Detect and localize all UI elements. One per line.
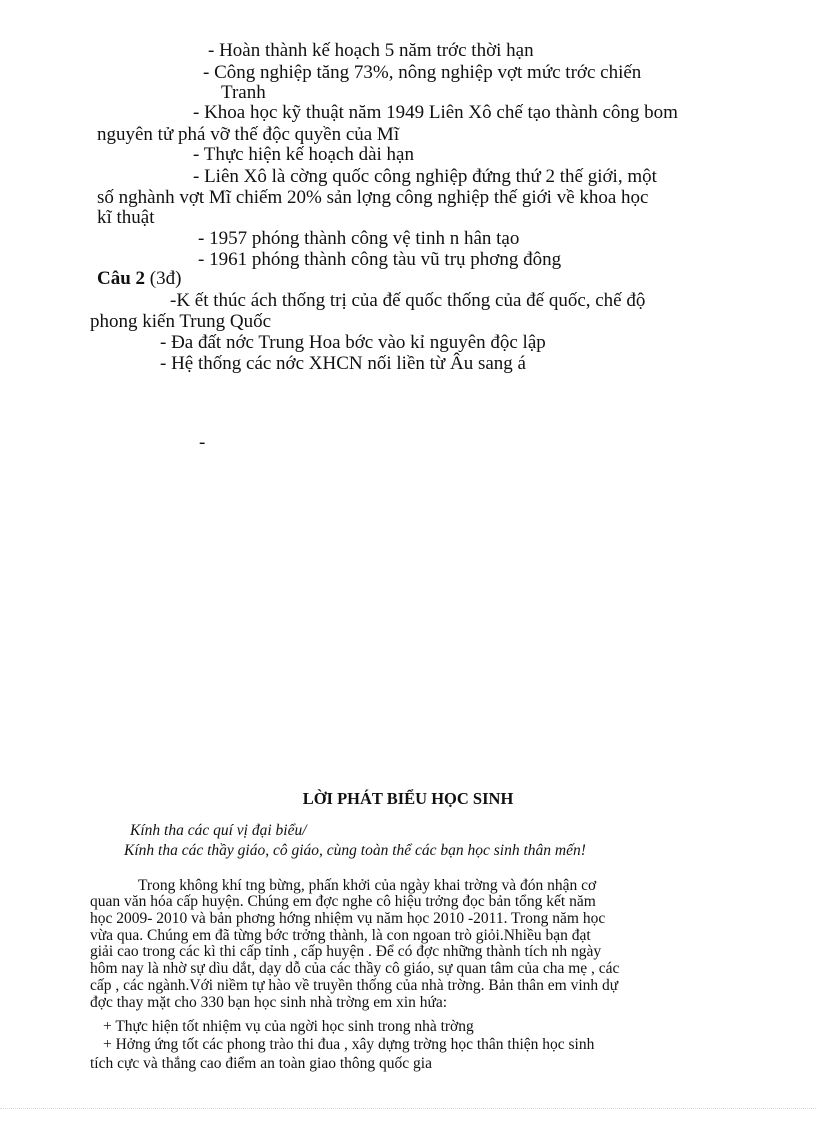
promise-line-1: + Thực hiện tốt nhiệm vụ của ngời học sinh trong nhà trờng [103,1018,474,1035]
answer-line-1: -K ết thúc ách thống trị của đế quốc thống của đế quốc, chế độ [170,290,646,311]
page-bottom-rule [0,1108,816,1109]
body-line-3: học 2009- 2010 và bản phơng hớng nhiệm vụ năm học 2010 -2011. Trong năm học [90,910,606,927]
speech-title: LỜI PHÁT BIỂU HỌC SINH [302,789,514,808]
body-line-5: giải cao trong các kì thi cấp tỉnh , cấp huyện . Để có đợc những thành tích nh ngày [90,943,602,960]
answer-line-3: - Đa đất nớc Trung Hoa bớc vào kỉ nguyên độc lập [160,332,546,353]
text-line-2: - Công nghiệp tăng 73%, nông nghiệp vợt mức trớc chiến [203,62,642,83]
promise-line-3: tích cực và thắng cao điểm an toàn giao thông quốc gia [90,1055,432,1072]
question-heading [97,269,181,289]
answer-line-4: - Hệ thống các nớc XHCN nối liền từ Âu sang á [160,353,526,374]
text-line-3: Tranh [221,82,266,103]
text-line-10: - 1957 phóng thành công vệ tinh n hân tạo [198,228,520,249]
text-line-6: - Thực hiện kế hoạch dài hạn [193,144,414,165]
trailing-dash: - [199,432,206,453]
body-line-7: cấp , các ngành.Với niềm tự hào về truyền thống của nhà trờng. Bản thân em vinh dự [90,977,619,994]
body-line-1: Trong không khí tng bừng, phấn khởi của ngày khai trờng và đón nhận cơ [138,877,597,894]
greeting-line-1: Kính tha các quí vị đại biểu/ [130,822,307,839]
question-points: (3đ) [149,268,182,289]
answer-line-2: phong kiến Trung Quốc [90,311,272,332]
text-line-8: số nghành vợt Mĩ chiếm 20% sản lợng công nghiệp thế giới về khoa học [97,187,649,208]
body-line-6: hôm nay là nhờ sự dìu dắt, dạy dỗ của các thầy cô giáo, sự quan tâm của cha mẹ , các [90,960,620,977]
greeting-line-2: Kính tha các thầy giáo, cô giáo, cùng toàn thể các bạn học sinh thân mến! [124,842,586,859]
text-line-9: kĩ thuật [97,207,155,228]
body-line-8: đợc thay mặt cho 330 bạn học sinh nhà trờng em xin hứa: [90,994,448,1011]
text-line-5: nguyên tử phá vỡ thế độc quyền của Mĩ [97,124,400,145]
text-line-4: - Khoa học kỹ thuật năm 1949 Liên Xô chế tạo thành công bom [193,102,678,123]
body-line-4: vừa qua. Chúng em đã từng bớc trởng thành, là con ngoan trò giỏi.Nhiều bạn đạt [90,927,591,944]
body-line-2: quan văn hóa cấp huyện. Chúng em đợc nghe cô hiệu trởng đọc bản tổng kết năm [90,893,596,910]
text-line-11: - 1961 phóng thành công tàu vũ trụ phơng đông [198,249,562,270]
text-line-1: - Hoàn thành kế hoạch 5 năm trớc thời hạn [208,40,534,61]
question-number: Câu 2 [97,268,146,289]
text-line-7: - Liên Xô là cờng quốc công nghiệp đứng thứ 2 thế giới, một [193,166,657,187]
promise-line-2: + Hởng ứng tốt các phong trào thi đua , xây dựng trờng học thân thiện học sinh [103,1036,595,1053]
